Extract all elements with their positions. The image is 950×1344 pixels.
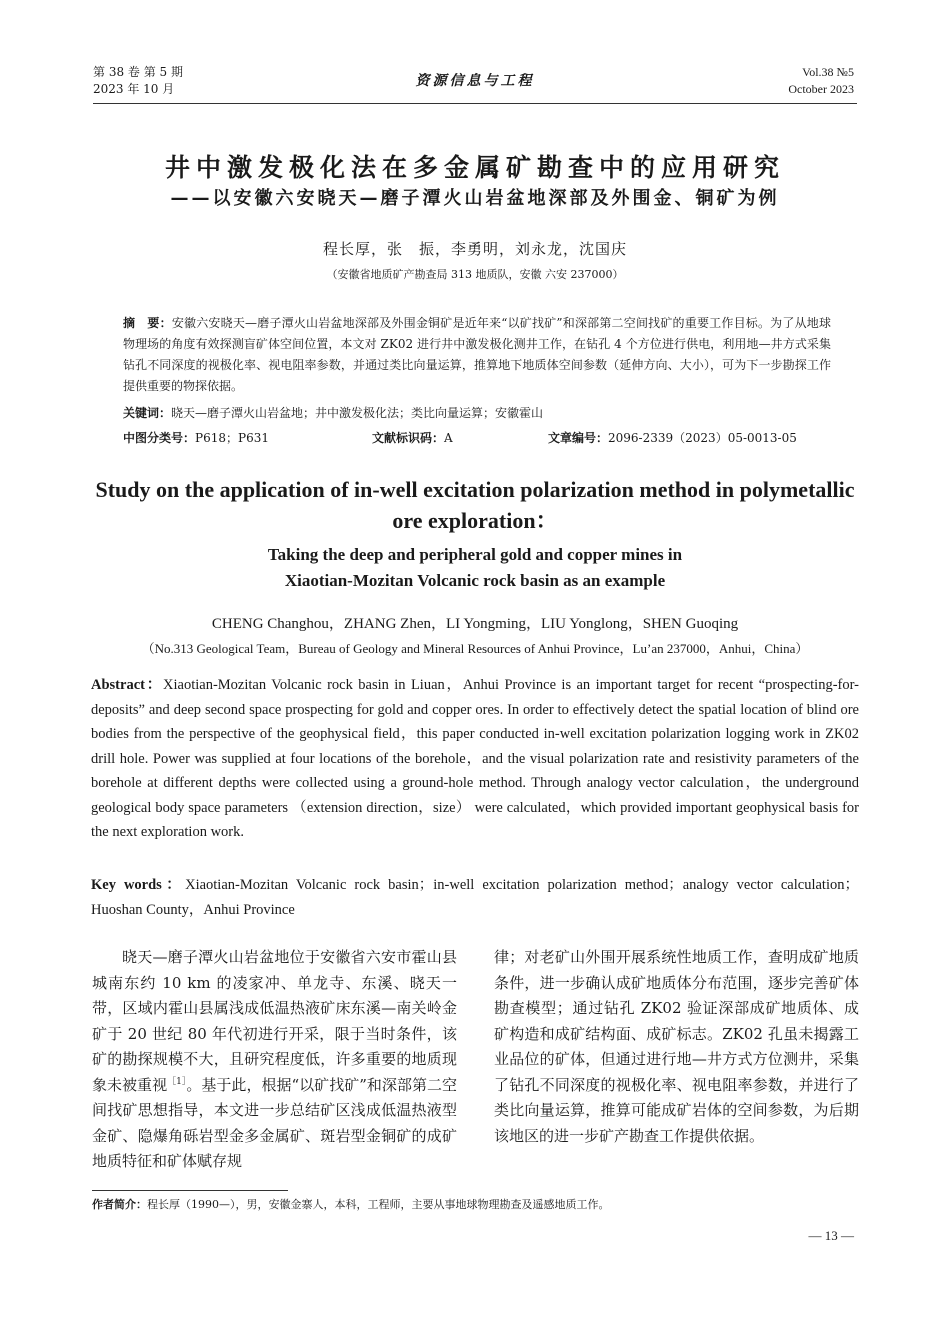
cn-keywords-label: 关键词： xyxy=(123,406,172,420)
en-affiliation: （No.313 Geological Team，Bureau of Geology and Mineral Resources of Anhui Province，Lu’an 237000，Anhui，China） xyxy=(141,641,809,656)
journal-name: 资源信息与工程 xyxy=(415,73,535,89)
cn-classification xyxy=(123,428,269,448)
header-rule xyxy=(93,103,857,104)
date-cn: 2023 年 10 月 xyxy=(93,82,175,96)
article-value: 2096-2339（2023）05-0013-05 xyxy=(608,431,797,445)
header-right xyxy=(788,64,854,98)
en-subtitle-line1: Taking the deep and peripheral gold and copper mines in xyxy=(267,545,683,564)
date-en: October 2023 xyxy=(788,82,854,96)
body-column-left xyxy=(92,945,457,1175)
volume-en: Vol.38 №5 xyxy=(802,65,854,79)
en-subtitle-line2: Xiaotian-Mozitan Volcanic rock basin as an example xyxy=(284,571,666,590)
cn-authors: 程长厚，张 振，李勇明，刘永龙，沈国庆 xyxy=(322,240,627,258)
article-label: 文章编号： xyxy=(548,431,609,445)
citation-ref-1[interactable]: ［1］ xyxy=(167,1076,187,1087)
en-abstract xyxy=(91,673,859,845)
cn-article-number xyxy=(548,428,797,448)
footnote-label: 作者简介： xyxy=(92,1198,147,1211)
cn-subtitle: ——以安徽六安晓天—磨子潭火山岩盆地深部及外围金、铜矿为例 xyxy=(170,188,780,209)
cn-title: 井中激发极化法在多金属矿勘查中的应用研究 xyxy=(164,153,785,182)
en-title: Study on the application of in-well excitation polarization method in polymetallic ore exploration： xyxy=(95,477,855,533)
footnote-text: 程长厚（1990—），男，安徽金寨人，本科，工程师，主要从事地球物理勘查及遥感地质工作。 xyxy=(147,1198,610,1211)
en-authors: CHENG Changhou，ZHANG Zhen，LI Yongming，LIU Yonglong，SHEN Guoqing xyxy=(211,616,739,632)
en-keywords-text: Xiaotian-Mozitan Volcanic rock basin；in-well excitation polarization method；analogy vector calculation；Huoshan County，Anhui Province xyxy=(91,877,859,918)
footnote-rule xyxy=(92,1190,288,1191)
doc-label: 文献标识码： xyxy=(372,431,445,445)
cn-document-code xyxy=(372,428,453,448)
body-column-right: 律；对老矿山外围开展系统性地质工作，查明成矿地质条件，进一步确认成矿地质体分布范围，逐步完善矿体勘查模型；通过钻孔 ZK02 验证深部成矿地质体、成矿构造和成矿结构面、成矿标志。ZK02 孔虽未揭露工业品位的矿体，但通过进行地—井方式方位测井，采集了钻孔不同深度的视极化率、视电阻率参数，并进行了类比向量运算，推算可能成矿岩体的空间参数，为后期该地区的进一步矿产勘查工作提供依据。 xyxy=(494,948,859,1145)
cn-affiliation: （安徽省地质矿产勘查局 313 地质队，安徽 六安 237000） xyxy=(326,268,624,281)
doc-value: A xyxy=(444,431,453,445)
page-number: — 13 — xyxy=(808,1228,854,1243)
class-value: P618；P631 xyxy=(195,431,269,445)
cn-abstract-label: 摘 要： xyxy=(123,316,172,330)
cn-keywords xyxy=(123,403,831,423)
en-abstract-text: Xiaotian-Mozitan Volcanic rock basin in Liuan，Anhui Province is an important target for recent “prospecting-for-deposits” and deep second space prospecting for gold and copper ores. In order to effectively detect the spatial location of blind ore bodies from the perspective of the geophysical field，this paper conducted in-well excitation polarization logging work in ZK02 drill hole. Power was supplied at four locations of the borehole，and the visual polarization rate and resistivity parameters of the borehole at different depths were collected using a ground-hole method. Through analogy vector calculation，the underground geological body space parameters （extension direction，size） were calculated，which provided important geophysical basis for the next exploration work. xyxy=(91,677,859,840)
cn-abstract xyxy=(123,313,831,397)
class-label: 中图分类号： xyxy=(123,431,196,445)
author-footnote xyxy=(92,1196,610,1212)
volume-cn: 第 38 卷 第 5 期 xyxy=(93,65,183,79)
en-keywords-label: Key words： xyxy=(91,877,186,893)
cn-abstract-text: 安徽六安晓天—磨子潭火山岩盆地深部及外围金铜矿是近年来“以矿找矿”和深部第二空间找矿的重要工作目标。为了从地球物理场的角度有效探测盲矿体空间位置，本文对 ZK02 进行井中激发极化测井工作，在钻孔 4 个方位进行供电，利用地—井方式采集钻孔不同深度的视极化率、视电阻率参数，并通过类比向量运算，推算地下地质体空间参数（延伸方向、大小），可为下一步勘探工作提供重要的物探依据。 xyxy=(123,316,831,393)
body-left-text-1: 晓天—磨子潭火山岩盆地位于安徽省六安市霍山县城南东约 10 km 的凌家冲、单龙寺、东溪、晓天一带，区域内霍山县属浅成低温热液矿床东溪—南关岭金矿于 20 世纪 80 年代初进行开采，限于当时条件，该矿的勘探规模不大，且研究程度低，许多重要的地质现象未被重视 xyxy=(92,948,457,1094)
en-subtitle xyxy=(93,542,857,594)
en-keywords xyxy=(91,873,859,922)
body-left-text-2: 。基于此，根据“以矿找矿”和深部第二空间找矿思想指导，本文进一步总结矿区浅成低温热液型金矿、隐爆角砾岩型金多金属矿、斑岩型金铜矿的成矿地质特征和矿体赋存规 xyxy=(92,1075,457,1170)
cn-keywords-text: 晓天—磨子潭火山岩盆地；井中激发极化法；类比向量运算；安徽霍山 xyxy=(171,406,544,420)
en-abstract-label: Abstract： xyxy=(91,677,164,693)
